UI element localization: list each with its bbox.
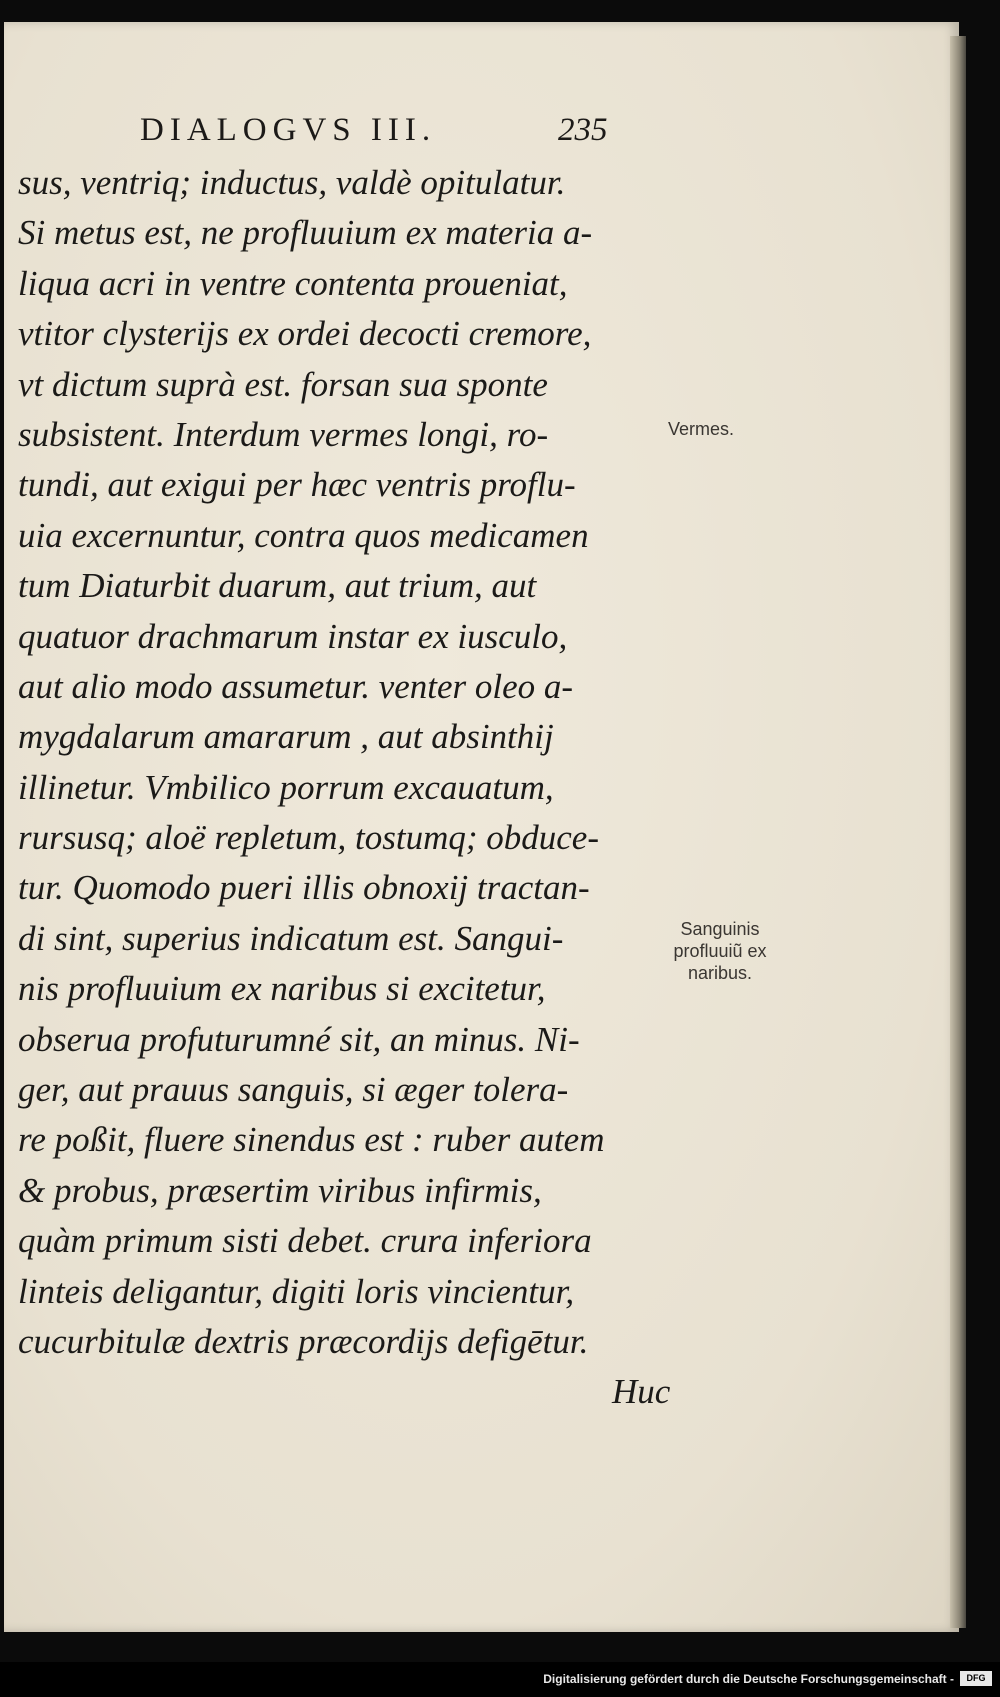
marginal-note-sanguinis xyxy=(650,918,790,984)
marginal-note-vermes: Vermes. xyxy=(668,419,735,439)
dfg-logo: DFG xyxy=(960,1671,992,1686)
text-line: uia excernuntur, contra quos medicamen xyxy=(18,515,589,555)
marginal-note-line: profluuiũ ex xyxy=(673,941,767,961)
text-line: obserua profuturumné sit, an minus. Ni- xyxy=(18,1019,580,1059)
text-line: illinetur. Vmbilico porrum excauatum, xyxy=(18,767,554,807)
page-number: 235 xyxy=(558,112,608,148)
text-line: linteis deligantur, digiti loris vincientur, xyxy=(18,1271,575,1311)
text-line: mygdalarum amararum , aut absinthij xyxy=(18,717,554,757)
text-line: ger, aut prauus sanguis, si æger tolera- xyxy=(18,1070,569,1110)
marginal-note-line: Sanguinis xyxy=(680,919,760,939)
text-line: nis profluuium ex naribus si excitetur, xyxy=(18,969,546,1009)
text-line: vt dictum suprà est. forsan sua sponte xyxy=(18,364,548,404)
text-line: sus, ventriq; inductus, valdè opitulatur. xyxy=(18,163,566,202)
text-line: quatuor drachmarum instar ex iusculo, xyxy=(18,616,568,656)
text-line: di sint, superius indicatum est. Sangui- xyxy=(18,918,564,958)
text-line: Si metus est, ne profluuium ex materia a- xyxy=(18,213,593,253)
text-line: & probus, præsertim viribus infirmis, xyxy=(18,1170,542,1210)
text-line: tum Diaturbit duarum, aut trium, aut xyxy=(18,566,537,606)
catchword: Huc xyxy=(612,1372,671,1412)
text-line: tur. Quomodo pueri illis obnoxij tractan- xyxy=(18,868,590,908)
text-line: vtitor clysterijs ex ordei decocti cremore, xyxy=(18,314,592,354)
text-line: subsistent. Interdum vermes longi, ro- xyxy=(18,414,549,454)
page-header xyxy=(140,112,660,152)
text-line: liqua acri in ventre contenta proueniat, xyxy=(18,263,568,303)
text-line: rursusq; aloë repletum, tostumq; obduce- xyxy=(18,818,599,858)
footer-bar xyxy=(0,1662,1000,1697)
running-title: DIALOGVS III. xyxy=(140,112,437,148)
body-text xyxy=(18,158,671,1418)
marginal-note-line: naribus. xyxy=(687,963,753,983)
text-line: aut alio modo assumetur. venter oleo a- xyxy=(18,666,574,706)
text-line: cucurbitulæ dextris præcordijs defigētur. xyxy=(18,1321,589,1361)
text-line: re poßit, fluere sinendus est : ruber autem xyxy=(18,1120,605,1160)
text-line: tundi, aut exigui per hæc ventris proflu- xyxy=(18,465,576,505)
page-edge xyxy=(950,36,966,1628)
text-line: quàm primum sisti debet. crura inferiora xyxy=(18,1221,592,1261)
footer-credit: Digitalisierung gefördert durch die Deutsche Forschungsgemeinschaft - xyxy=(543,1672,954,1686)
